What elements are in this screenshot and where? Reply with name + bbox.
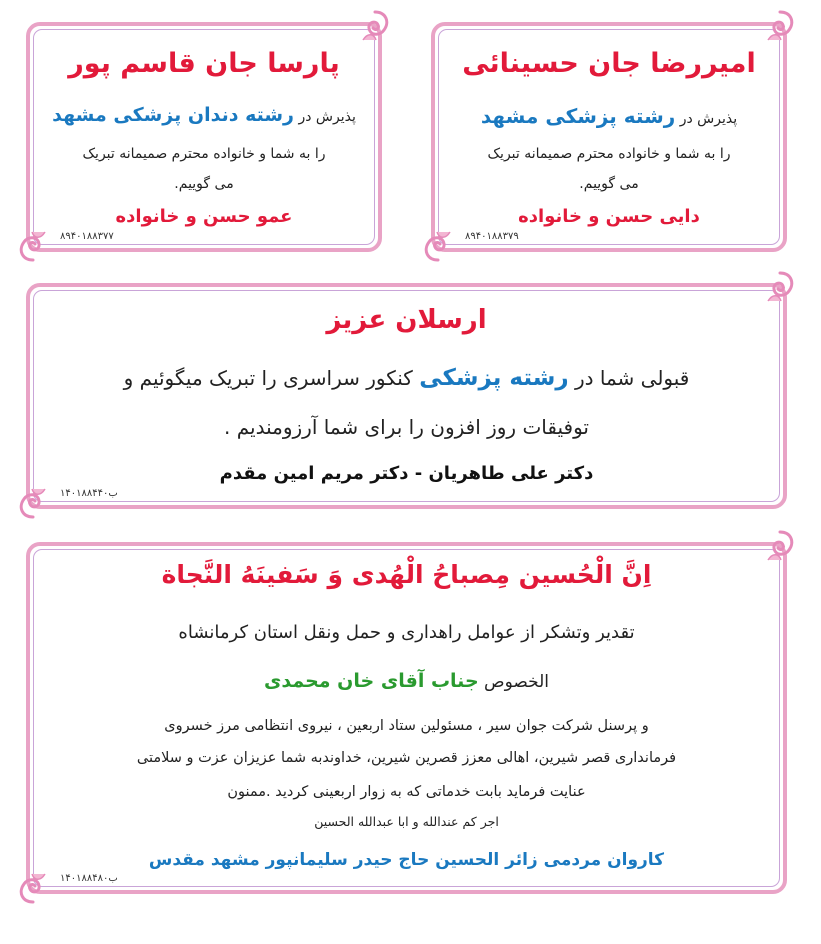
ad-line2: را به شما و خانواده محترم صمیمانه تبریک [487, 146, 731, 162]
ad-field: رشته پزشکی [419, 365, 569, 391]
ad-line2: را به شما و خانواده محترم صمیمانه تبریک [82, 146, 326, 162]
ad-code: ۸۹۴۰۱۸۸۳۷۹ [465, 231, 519, 242]
ad-signature: عمو حسن و خانواده [115, 206, 293, 227]
ad-line1-prefix: پذیرش در [298, 109, 356, 125]
ad-name: پارسا جان قاسم پور [68, 48, 340, 79]
ad-code: ۱۴۰۱۸۸۴۸۰ب [60, 873, 118, 884]
ad-field: رشته پزشکی مشهد [480, 104, 676, 128]
ad-signature: کاروان مردمی زائر الحسین حاج حیدر سلیمانپور مشهد مقدس [148, 850, 665, 870]
ad-line3: می گوییم. [579, 176, 639, 192]
ad-congrats-parsa [26, 22, 382, 252]
ad-line1-prefix: قبولی شما در [574, 366, 690, 390]
ad-congrats-arsalan [26, 283, 787, 509]
ad-line1: تقدیر وتشکر از عوامل راهداری و حمل ونقل استان کرمانشاه [178, 622, 635, 643]
ad-honoree: جناب آقای خان محمدی [263, 670, 479, 692]
ad-code: ۱۴۰۱۸۸۴۴۰ب [60, 488, 118, 499]
ad-field: رشته دندان پزشکی مشهد [52, 104, 294, 126]
ad-line5: عنایت فرماید بابت خدماتی که به زوار اربعینی کردید .ممنون [227, 784, 586, 800]
ad-line3: می گوییم. [174, 176, 234, 192]
ad-line1-prefix: پذیرش در [679, 111, 738, 127]
ad-line6: اجر کم عندالله و ابا عبدالله الحسین [314, 814, 499, 829]
ad-congrats-amirreza [431, 22, 787, 252]
ad-line3: و پرسنل شرکت جوان سیر ، مسئولین ستاد اربعین ، نیروی انتظامی مرز خسروی [164, 718, 649, 734]
ad-signature: دایی حسن و خانواده [518, 206, 700, 227]
ad-name: امیررضا جان حسینائی [462, 48, 756, 79]
ad-signature: دکتر علی طاهریان - دکتر مریم امین مقدم [219, 463, 594, 484]
ad-line2: توفیقات روز افزون را برای شما آرزومندیم . [224, 415, 589, 439]
ad-line1-suffix: کنکور سراسری را تبریک میگوئیم و [123, 366, 413, 390]
ad-thanks-arbaeen [26, 542, 787, 894]
ad-line4: فرمانداری قصر شیرین، اهالی معزز قصرین شیرین، خداوندبه شما عزیزان عزت و سلامتی [136, 750, 677, 766]
ad-code: ۸۹۴۰۱۸۸۳۷۷ [60, 231, 114, 242]
ad-line2-prefix: الخصوص [484, 672, 550, 692]
ad-title: اِنَّ الْحُسین مِصباحُ الْهُدی وَ سَفینَهُ النَّجاة [161, 560, 652, 589]
ad-name: ارسلان عزیز [326, 305, 487, 335]
